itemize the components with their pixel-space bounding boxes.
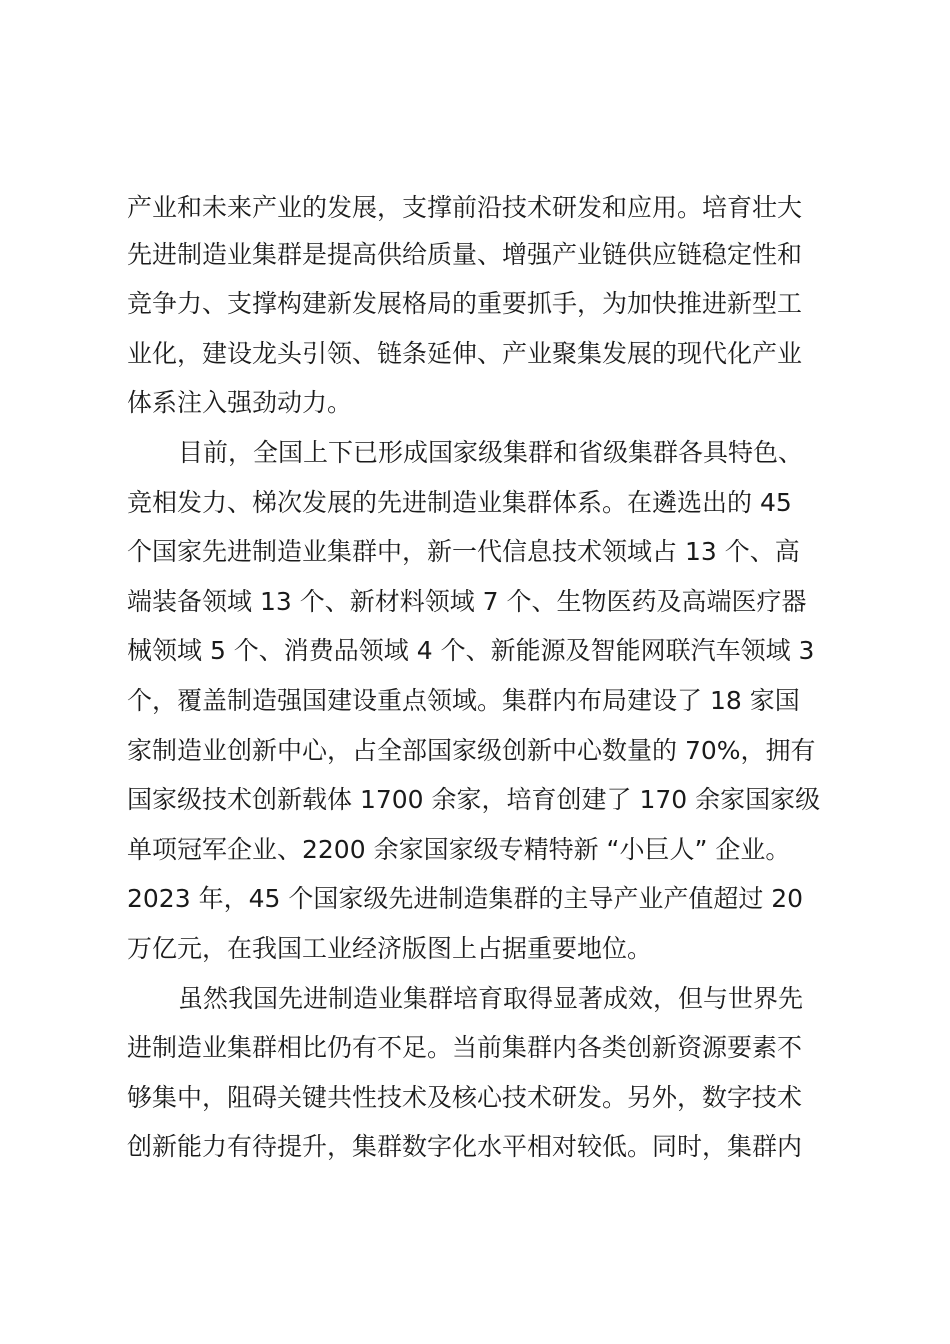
text-line: 械领域 5 个、消费品领域 4 个、新能源及智能网联汽车领域 3 (127, 636, 815, 665)
text-line: 业化，建设龙头引领、链条延伸、产业聚集发展的现代化产业 (127, 339, 803, 368)
text-line: 国家级技术创新载体 1700 余家，培育创建了 170 余家国家级 (127, 785, 821, 814)
text-line: 单项冠军企业、2200 余家国家级专精特新 “小巨人” 企业。 (127, 835, 791, 864)
paragraph-start-line: 虽然我国先进制造业集群培育取得显著成效，但与世界先 (178, 984, 804, 1013)
text-line: 先进制造业集群是提高供给质量、增强产业链供应链稳定性和 (127, 240, 803, 269)
text-line: 进制造业集群相比仍有不足。当前集群内各类创新资源要素不 (127, 1033, 803, 1062)
text-line: 个国家先进制造业集群中，新一代信息技术领域占 13 个、高 (127, 537, 800, 566)
text-line: 万亿元，在我国工业经济版图上占据重要地位。 (127, 934, 653, 963)
text-line: 够集中，阻碍关键共性技术及核心技术研发。另外，数字技术 (127, 1083, 803, 1112)
text-line: 家制造业创新中心，占全部国家级创新中心数量的 70%，拥有 (127, 736, 816, 765)
text-line: 竞相发力、梯次发展的先进制造业集群体系。在遴选出的 45 (127, 488, 792, 517)
text-line: 2023 年，45 个国家级先进制造集群的主导产业产值超过 20 (127, 884, 804, 913)
paragraph-start-line: 目前，全国上下已形成国家级集群和省级集群各具特色、 (178, 438, 804, 467)
text-line: 产业和未来产业的发展，支撑前沿技术研发和应用。培育壮大 (127, 193, 803, 222)
text-line: 个，覆盖制造强国建设重点领域。集群内布局建设了 18 家国 (127, 686, 800, 715)
text-line: 体系注入强劲动力。 (127, 388, 353, 417)
text-line: 竞争力、支撑构建新发展格局的重要抓手，为加快推进新型工 (127, 289, 803, 318)
text-line: 创新能力有待提升，集群数字化水平相对较低。同时，集群内 (127, 1132, 803, 1161)
text-line: 端装备领域 13 个、新材料领域 7 个、生物医药及高端医疗器 (127, 587, 807, 616)
